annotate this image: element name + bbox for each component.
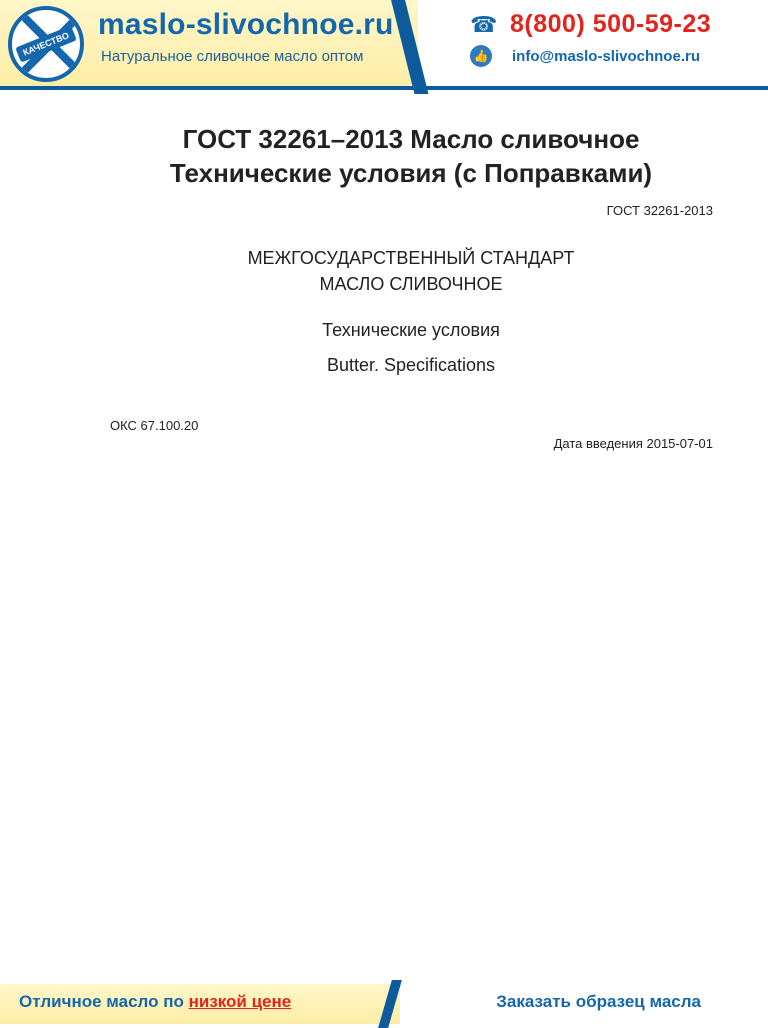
title-line: Технические условия (с Поправками) (169, 158, 653, 188)
header-bottom-line (0, 86, 768, 90)
title-line: ГОСТ 32261–2013 Масло сливочное (182, 124, 640, 154)
standard-heading (0, 245, 768, 297)
footer-promo-text: Отличное масло по (19, 992, 189, 1011)
badge-label: КАЧЕСТВО (15, 25, 77, 62)
low-price-link[interactable]: низкой цене (188, 992, 292, 1011)
footer-promo (19, 992, 291, 1012)
page-title (0, 122, 768, 190)
specifications-label: Butter. Specifications (326, 355, 496, 375)
introduction-date: Дата введения 2015-07-01 (553, 436, 713, 451)
like-icon: 👍 (470, 45, 492, 67)
technical-conditions-label: Технические условия (322, 320, 500, 340)
quality-badge-logo[interactable] (8, 6, 84, 82)
oks-code: ОКС 67.100.20 (110, 418, 199, 433)
email-link[interactable]: info@maslo-slivochnoe.ru (512, 47, 700, 65)
phone-icon: ☎ (470, 11, 498, 37)
site-header (0, 0, 768, 90)
phone-contact[interactable] (470, 10, 711, 39)
phone-number[interactable]: 8(800) 500-59-23 (510, 10, 712, 38)
standard-heading-line: МЕЖГОСУДАРСТВЕННЫЙ СТАНДАРТ (247, 248, 575, 268)
email-contact[interactable] (470, 45, 700, 67)
order-sample-link[interactable]: Заказать образец масла (496, 992, 701, 1011)
standard-heading-line: МАСЛО СЛИВОЧНОЕ (319, 274, 503, 294)
standard-code: ГОСТ 32261-2013 (606, 203, 713, 218)
site-name-link[interactable]: maslo-slivochnoe.ru (98, 8, 394, 41)
site-tagline: Натуральное сливочное масло оптом (101, 48, 364, 65)
